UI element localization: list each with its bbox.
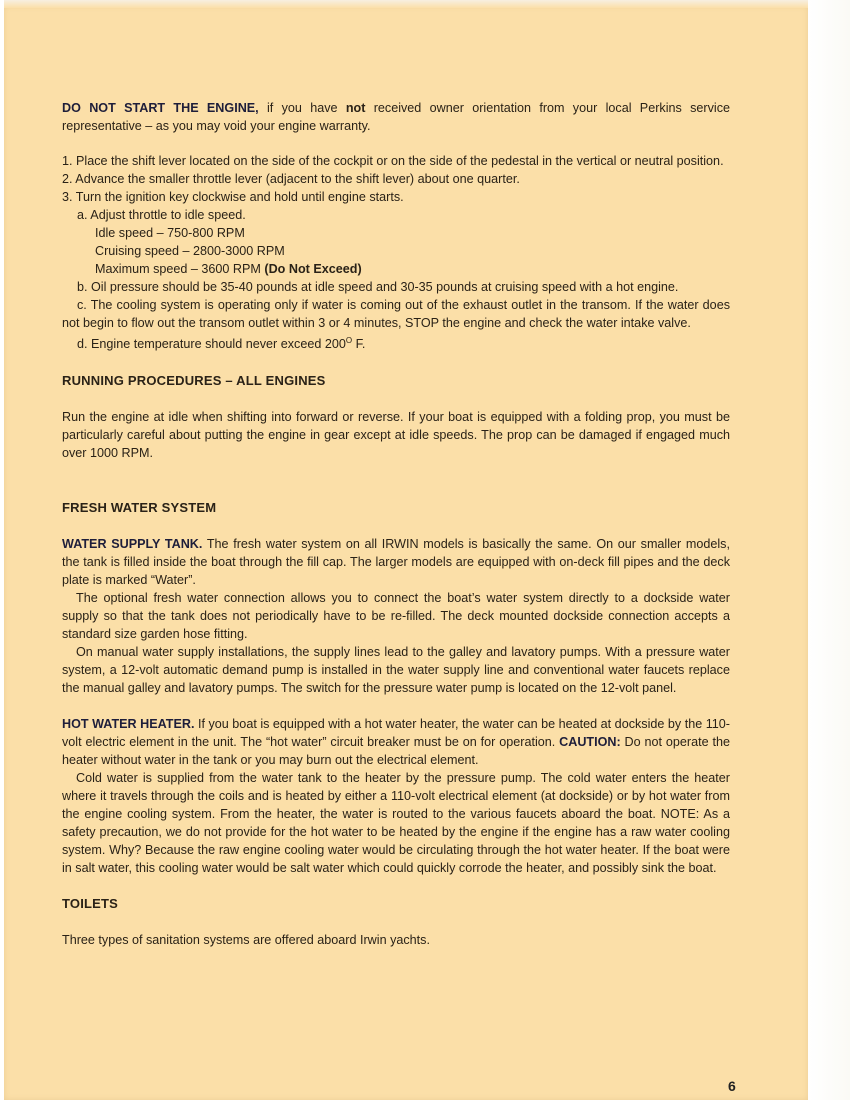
toilets-heading: TOILETS [62,896,119,912]
optional-connection-paragraph: The optional fresh water connection allows you to connect the boat’s water system directly to a dockside water supply so that the tank does not periodically have to be re-filled. The deck mounted dockside connection accepts a standard size garden hose fitting. [62,591,730,642]
manual-installations-paragraph: On manual water supply installations, the supply lines lead to the galley and lavatory pumps. With a pressure water system, a 12-volt automatic demand pump is installed in the water supply line and conventional water faucets replace the manual galley and lavatory pumps. The switch for the pressure water pump is located on the 12-volt panel. [62,645,730,696]
step-3a: a. Adjust throttle to idle speed. [77,208,246,222]
idle-speed: Idle speed – 750-800 RPM [95,226,245,240]
caution-label: CAUTION: [559,735,621,750]
water-supply-tank-paragraph: WATER SUPPLY TANK. The fresh water system on all IRWIN models is basically the same. On our smaller models, the tank is filled inside the boat through the fill cap. The larger models are equipped with on-deck fill pipes and the deck plate is marked “Water”. [62,537,730,588]
do-not-exceed: (Do Not Exceed) [264,262,362,276]
page-content [62,99,730,949]
step-3c: c. The cooling system is operating only if water is coming out of the exhaust outlet in the transom. If the water does not begin to flow out the transom outlet within 3 or 4 minutes, STOP the engine and check the water intake valve. [62,298,730,330]
running-procedures-text: Run the engine at idle when shifting into forward or reverse. If your boat is equipped with a folding prop, you must be particularly careful about putting the engine in gear except at idle speeds. The prop can be damaged if engaged much over 1000 RPM. [62,410,730,461]
step-3d: d. Engine temperature should never exceed $200^O$ F. [77,336,366,352]
cold-water-paragraph: Cold water is supplied from the water tank to the heater by the pressure pump. The cold water enters the heater where it travels through the coils and is heated by either a 110-volt electrical element (at dockside) or by hot water from the engine cooling system. From the heater, the water is routed to the various faucets aboard the boat. NOTE: As a safety precaution, we do not provide for the hot water to be heated by the engine if the engine has a raw water cooling system. Why? Because the raw engine cooling water would be circulating through the hot water heater. If the boat were in salt water, this cooling water would be salt water which could quickly corrode the heater, and possibly sink the boat. [62,771,730,876]
engine-warning-paragraph: DO NOT START THE ENGINE, if you have not received owner orientation from your local Perkins service representative – as you may void your engine warranty. [62,101,730,133]
step-3b: b. Oil pressure should be 35-40 pounds at idle speed and 30-35 pounds at cruising speed with a hot engine. [77,280,679,294]
step-2: 2. Advance the smaller throttle lever (adjacent to the shift lever) about one quarter. [62,172,520,186]
not-emphasis: not [345,101,366,115]
cruising-speed: Cruising speed – 2800-3000 RPM [95,244,285,258]
toilets-text: Three types of sanitation systems are offered aboard Irwin yachts. [62,933,430,948]
fresh-water-heading: FRESH WATER SYSTEM [62,500,217,516]
page-number: 6 [728,1078,736,1094]
engine-warning-lead: DO NOT START THE ENGINE, [62,101,259,115]
water-supply-tank-lead: WATER SUPPLY TANK. [62,537,203,552]
running-procedures-heading: RUNNING PROCEDURES – ALL ENGINES [62,373,326,389]
hot-water-heater-lead: HOT WATER HEATER. [62,717,195,732]
step-1: 1. Place the shift lever located on the side of the cockpit or on the side of the pedestal in the vertical or neutral position. [62,154,724,168]
maximum-speed: Maximum speed – 3600 RPM (Do Not Exceed) [95,262,362,276]
step-3: 3. Turn the ignition key clockwise and hold until engine starts. [62,190,404,204]
hot-water-heater-paragraph: HOT WATER HEATER. If you boat is equipped with a hot water heater, the water can be heated at dockside by the 110-volt electric element in the unit. The “hot water” circuit breaker must be on for operation. CAUTION: Do not operate the heater without water in the tank or you may burn out the electrical element. [62,717,730,768]
page-edge [808,0,850,1100]
page-top-shadow [4,0,808,8]
